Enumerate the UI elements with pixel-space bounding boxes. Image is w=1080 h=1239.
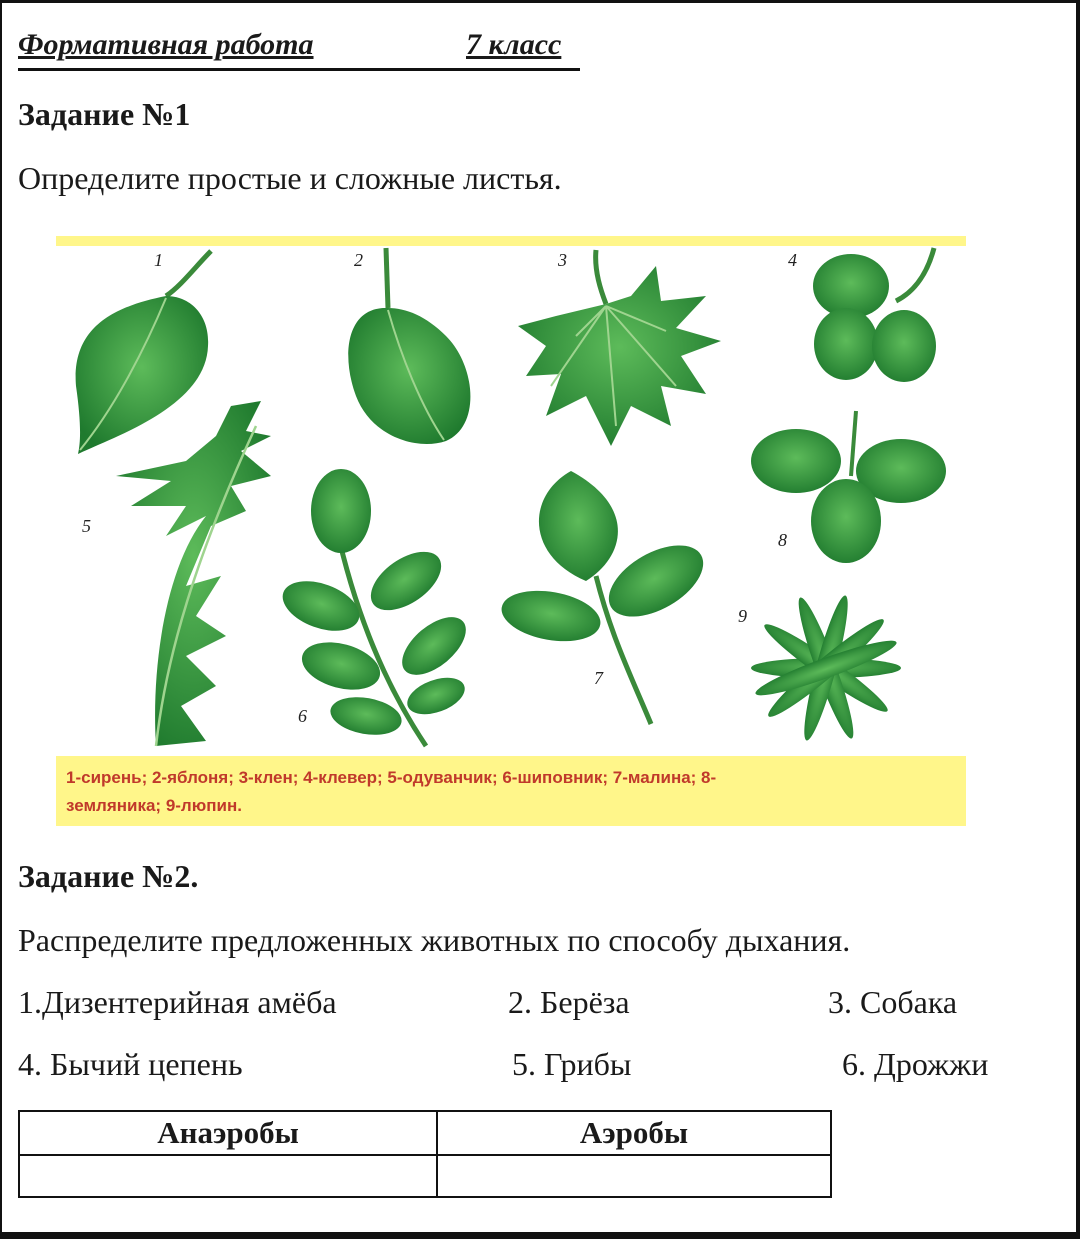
caption-line-2: земляника; 9-люпин. bbox=[66, 796, 242, 815]
leaf-number-2: 2 bbox=[354, 250, 363, 270]
aerobes-answer-cell[interactable] bbox=[437, 1155, 831, 1197]
leaf-number-5: 5 bbox=[82, 516, 91, 536]
leaf-number-1: 1 bbox=[154, 250, 163, 270]
task2-heading: Задание №2. bbox=[18, 858, 199, 894]
leaf-lupin bbox=[751, 593, 901, 743]
task2-instruction: Распределите предложенных животных по способу дыхания. bbox=[18, 922, 851, 958]
leaf-number-8: 8 bbox=[778, 530, 787, 550]
page-border-top bbox=[0, 0, 1080, 3]
leaves-caption bbox=[56, 756, 966, 826]
organism-item: 5. Грибы bbox=[512, 1046, 632, 1082]
leaf-number-6: 6 bbox=[298, 706, 307, 726]
leaf-number-4: 4 bbox=[788, 250, 797, 270]
organism-item: 2. Берёза bbox=[508, 984, 630, 1020]
answer-table bbox=[18, 1110, 832, 1198]
caption-line-1: 1-сирень; 2-яблоня; 3-клен; 4-клевер; 5-одуванчик; 6-шиповник; 7-малина; 8- bbox=[66, 768, 717, 787]
leaf-rosehip bbox=[276, 469, 476, 746]
organism-item: 6. Дрожжи bbox=[842, 1046, 989, 1082]
grade-label: 7 класс bbox=[466, 28, 562, 61]
illustration-top-band bbox=[56, 236, 966, 246]
page-border-right bbox=[1076, 0, 1080, 1239]
column-header-aerobes: Аэробы bbox=[437, 1111, 831, 1155]
table-row bbox=[19, 1155, 831, 1197]
anaerobes-answer-cell[interactable] bbox=[19, 1155, 437, 1197]
organism-item: 4. Бычий цепень bbox=[18, 1046, 243, 1082]
task1-heading: Задание №1 bbox=[18, 96, 191, 132]
leaf-maple bbox=[518, 250, 721, 446]
leaves-illustration bbox=[56, 236, 966, 826]
leaves-drawing bbox=[56, 236, 966, 756]
task1-instruction: Определите простые и сложные листья. bbox=[18, 160, 562, 196]
leaf-number-3: 3 bbox=[558, 250, 567, 270]
leaf-clover bbox=[813, 248, 936, 382]
worksheet-header bbox=[18, 26, 580, 71]
leaf-lilac bbox=[76, 251, 211, 454]
leaf-number-9: 9 bbox=[738, 606, 747, 626]
page-border-bottom bbox=[0, 1232, 1080, 1239]
leaf-apple bbox=[348, 248, 470, 444]
organism-item: 1.Дизентерийная амёба bbox=[18, 984, 337, 1020]
column-header-anaerobes: Анаэробы bbox=[19, 1111, 437, 1155]
leaf-dandelion bbox=[116, 401, 271, 746]
page-border-left bbox=[0, 0, 2, 1239]
leaf-raspberry bbox=[498, 471, 715, 724]
table-header-row bbox=[19, 1111, 831, 1155]
leaf-number-7: 7 bbox=[594, 668, 603, 688]
worksheet-title: Формативная работа bbox=[18, 28, 314, 61]
organism-item: 3. Собака bbox=[828, 984, 958, 1020]
